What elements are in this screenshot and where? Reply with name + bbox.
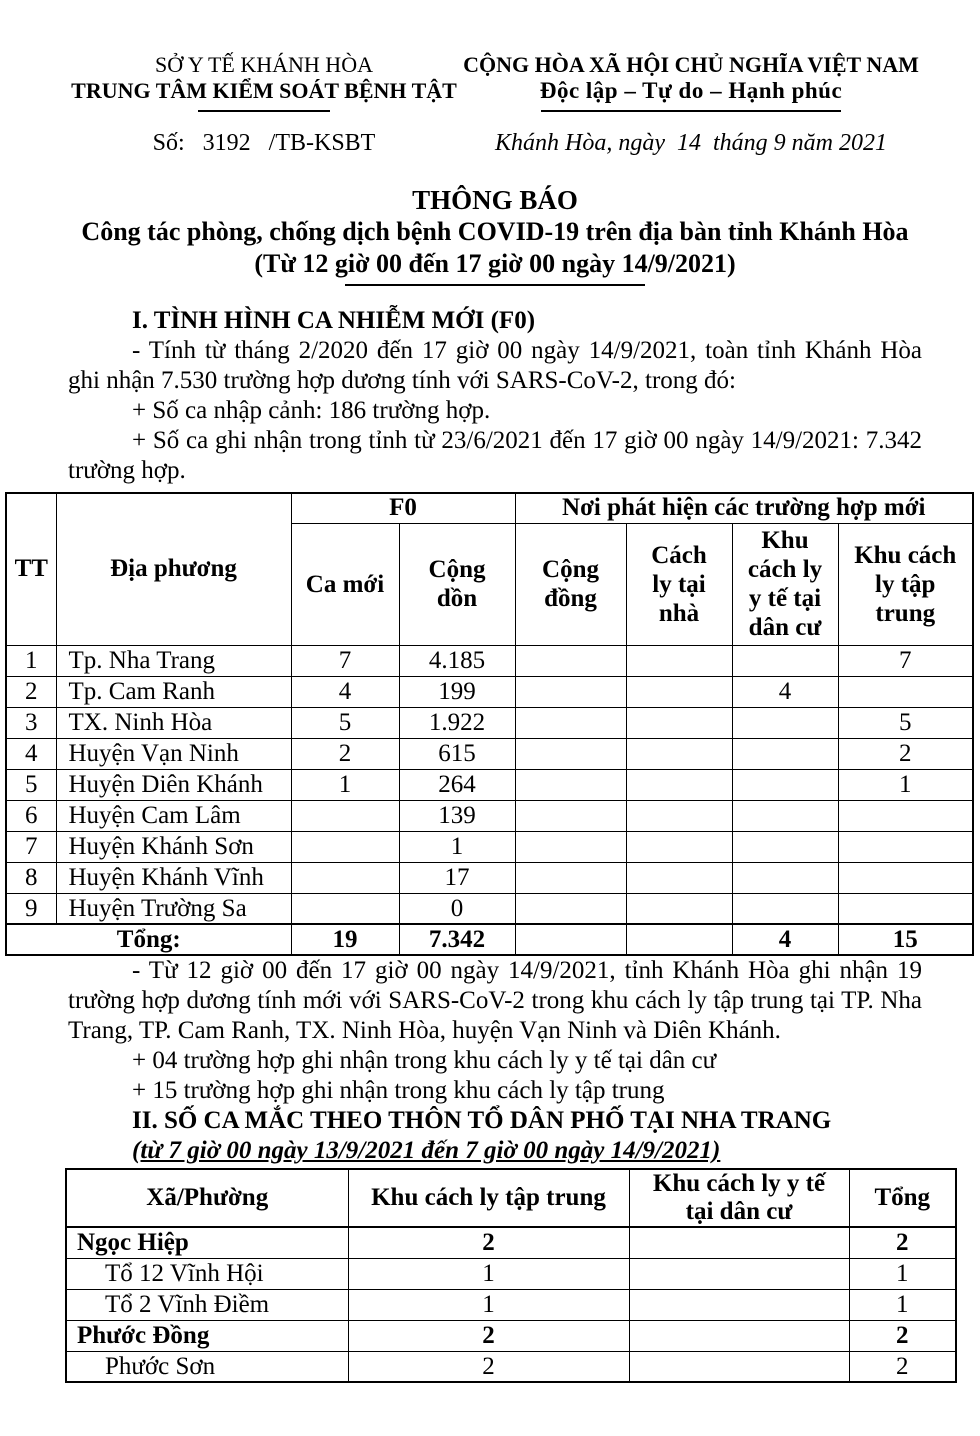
cell-central-quarantine: [838, 676, 973, 707]
table-row: [6, 645, 973, 676]
cell-community: [515, 645, 626, 676]
cell-total: 1: [849, 1258, 956, 1289]
table-row: [66, 1351, 956, 1382]
cell-medical-quarantine: [732, 738, 838, 769]
cell-locality: Huyện Vạn Ninh: [56, 738, 291, 769]
cell-village: Phước Sơn: [66, 1351, 348, 1382]
cell-total-new-cases: 19: [291, 924, 399, 955]
document-title-block: [68, 184, 922, 286]
cell-central-quarantine: [838, 893, 973, 924]
issuing-department-name: TRUNG TÂM KIỂM SOÁT BỆNH TẬT: [71, 78, 457, 103]
cell-central-quarantine: 2: [348, 1351, 629, 1382]
cell-ward: Phước Đồng: [66, 1320, 348, 1351]
col-header-central-quarantine-zone: Khu cách ly tập trung: [838, 523, 973, 645]
cell-central-quarantine: [838, 862, 973, 893]
cell-community: [515, 862, 626, 893]
cell-medical-quarantine: [732, 831, 838, 862]
col-header-medical-quarantine-zone: Khu cách ly y tế tại dân cư: [732, 523, 838, 645]
document-meta-row: [68, 128, 922, 158]
cell-tt: 8: [6, 862, 56, 893]
cell-community: [515, 800, 626, 831]
cell-total-community: [515, 924, 626, 955]
cell-locality: Huyện Diên Khánh: [56, 769, 291, 800]
section1-paragraph-2: + Số ca nhập cảnh: 186 trường hợp.: [132, 397, 491, 424]
table-row: [6, 893, 973, 924]
cell-medical-quarantine: [732, 800, 838, 831]
national-title: CỘNG HÒA XÃ HỘI CHỦ NGHĨA VIỆT NAM: [463, 52, 919, 77]
cell-central-quarantine: 1: [348, 1258, 629, 1289]
cell-medical-quarantine: [732, 707, 838, 738]
cases-by-locality-table: [5, 492, 974, 956]
issuing-agency-name: SỞ Y TẾ KHÁNH HÒA: [155, 52, 373, 77]
cell-total-label: Tổng:: [6, 924, 291, 955]
cell-new-cases: [291, 831, 399, 862]
table-row: [6, 676, 973, 707]
section1-paragraph-6: + 15 trường hợp ghi nhận trong khu cách ly tập trung: [132, 1077, 665, 1104]
table-group-row: [66, 1320, 956, 1351]
col-header-total: Tổng: [849, 1169, 956, 1227]
cell-locality: Tp. Cam Ranh: [56, 676, 291, 707]
cell-central-quarantine: 1: [838, 769, 973, 800]
cell-medical-quarantine: [629, 1320, 849, 1351]
cell-tt: 2: [6, 676, 56, 707]
cell-central-quarantine: 1: [348, 1289, 629, 1320]
cell-cumulative: 1.922: [399, 707, 515, 738]
cell-home-quarantine: [626, 893, 732, 924]
cell-cumulative: 1: [399, 831, 515, 862]
section1-heading: I. TÌNH HÌNH CA NHIỄM MỚI (F0): [132, 307, 536, 334]
col-header-community: Cộng đồng: [515, 523, 626, 645]
cell-new-cases: 2: [291, 738, 399, 769]
cell-new-cases: 5: [291, 707, 399, 738]
document-date-range: (Từ 12 giờ 00 đến 17 giờ 00 ngày 14/9/2021): [254, 249, 736, 278]
cell-tt: 1: [6, 645, 56, 676]
cell-village: Tổ 12 Vĩnh Hội: [66, 1258, 348, 1289]
cell-tt: 3: [6, 707, 56, 738]
cell-community: [515, 769, 626, 800]
col-header-medical-quarantine-zone: Khu cách ly y tế tại dân cư: [629, 1169, 849, 1227]
cell-home-quarantine: [626, 676, 732, 707]
issuing-agency-block: [68, 52, 460, 112]
cell-medical-quarantine: [629, 1351, 849, 1382]
cell-new-cases: 1: [291, 769, 399, 800]
cell-medical-quarantine: [629, 1258, 849, 1289]
cell-central-quarantine: [838, 831, 973, 862]
table-row: [6, 707, 973, 738]
section1-paragraph-5: + 04 trường hợp ghi nhận trong khu cách ly y tế tại dân cư: [132, 1047, 717, 1074]
cell-medical-quarantine: [732, 645, 838, 676]
section2-subtitle: (từ 7 giờ 00 ngày 13/9/2021 đến 7 giờ 00 ngày 14/9/2021): [132, 1137, 721, 1164]
cell-total-cumulative: 7.342: [399, 924, 515, 955]
cell-community: [515, 676, 626, 707]
cell-central-quarantine: [838, 800, 973, 831]
cell-village: Tổ 2 Vĩnh Điềm: [66, 1289, 348, 1320]
cell-cumulative: 615: [399, 738, 515, 769]
place-and-date: Khánh Hòa, ngày 14 tháng 9 năm 2021: [495, 130, 887, 156]
cell-tt: 7: [6, 831, 56, 862]
cell-cumulative: 264: [399, 769, 515, 800]
cell-tt: 9: [6, 893, 56, 924]
table-row: [6, 862, 973, 893]
cell-medical-quarantine: [732, 893, 838, 924]
cell-locality: Huyện Cam Lâm: [56, 800, 291, 831]
cell-locality: Huyện Khánh Sơn: [56, 831, 291, 862]
cell-total-medical-quarantine: 4: [732, 924, 838, 955]
cell-home-quarantine: [626, 707, 732, 738]
cell-home-quarantine: [626, 769, 732, 800]
cell-home-quarantine: [626, 800, 732, 831]
cell-ward: Ngọc Hiệp: [66, 1227, 348, 1258]
cell-tt: 6: [6, 800, 56, 831]
cases-by-village-table: [65, 1168, 957, 1383]
cell-new-cases: 7: [291, 645, 399, 676]
section1-paragraph-3: + Số ca ghi nhận trong tỉnh từ 23/6/2021 đến 17 giờ 00 ngày 14/9/2021: 7.342 trường hợp.: [68, 427, 922, 484]
cell-tt: 5: [6, 769, 56, 800]
section1-paragraph-4: - Từ 12 giờ 00 đến 17 giờ 00 ngày 14/9/2021, tỉnh Khánh Hòa ghi nhận 19 trường hợp dương tính mới với SARS-CoV-2 trong khu cách ly tập trung tại TP. Nha Trang, TP. Cam Ranh, TX. Ninh Hòa, huyện Vạn Ninh và Diên Khánh.: [68, 957, 922, 1044]
national-header-block: [460, 52, 922, 112]
table-row: [66, 1258, 956, 1289]
cell-medical-quarantine: [629, 1289, 849, 1320]
table-row: [6, 800, 973, 831]
col-group-detection-place: Nơi phát hiện các trường hợp mới: [515, 493, 973, 523]
cell-total: 2: [849, 1351, 956, 1382]
col-header-home-quarantine: Cách ly tại nhà: [626, 523, 732, 645]
cell-central-quarantine: 5: [838, 707, 973, 738]
col-group-f0: F0: [291, 493, 515, 523]
table-row: [66, 1289, 956, 1320]
table-row: [6, 738, 973, 769]
col-header-new-cases: Ca mới: [291, 523, 399, 645]
cell-community: [515, 707, 626, 738]
section1-paragraph-1: - Tính từ tháng 2/2020 đến 17 giờ 00 ngày 14/9/2021, toàn tỉnh Khánh Hòa ghi nhận 7.530 trường hợp dương tính với SARS-CoV-2, trong đó:: [68, 337, 922, 394]
cell-central-quarantine: 2: [348, 1320, 629, 1351]
document-subtitle: Công tác phòng, chống dịch bệnh COVID-19 trên địa bàn tỉnh Khánh Hòa: [81, 217, 909, 246]
document-number: Số: 3192 /TB-KSBT: [152, 130, 376, 156]
cell-cumulative: 139: [399, 800, 515, 831]
table-row: [6, 769, 973, 800]
cell-locality: Huyện Khánh Vĩnh: [56, 862, 291, 893]
cell-medical-quarantine: [732, 769, 838, 800]
col-header-ward: Xã/Phường: [66, 1169, 348, 1227]
col-header-central-quarantine-zone: Khu cách ly tập trung: [348, 1169, 629, 1227]
cell-cumulative: 199: [399, 676, 515, 707]
cell-community: [515, 893, 626, 924]
cell-cumulative: 17: [399, 862, 515, 893]
title-divider: [345, 284, 645, 286]
table-total-row: [6, 924, 973, 955]
cell-locality: Tp. Nha Trang: [56, 645, 291, 676]
cell-home-quarantine: [626, 738, 732, 769]
cell-total: 2: [849, 1227, 956, 1258]
header-right-divider: [541, 110, 841, 112]
cell-locality: Huyện Trường Sa: [56, 893, 291, 924]
cell-new-cases: [291, 800, 399, 831]
cell-new-cases: 4: [291, 676, 399, 707]
cell-tt: 4: [6, 738, 56, 769]
col-header-cumulative: Cộng dồn: [399, 523, 515, 645]
cell-new-cases: [291, 862, 399, 893]
cell-total-home-quarantine: [626, 924, 732, 955]
cell-medical-quarantine: 4: [732, 676, 838, 707]
cell-locality: TX. Ninh Hòa: [56, 707, 291, 738]
cell-central-quarantine: 2: [838, 738, 973, 769]
cell-community: [515, 738, 626, 769]
table-group-row: [66, 1227, 956, 1258]
cell-total-central-quarantine: 15: [838, 924, 973, 955]
cell-home-quarantine: [626, 831, 732, 862]
table-header-row-group: [6, 493, 973, 523]
header-left-divider: [198, 110, 330, 112]
cell-cumulative: 4.185: [399, 645, 515, 676]
cell-community: [515, 831, 626, 862]
col-header-tt: TT: [6, 493, 56, 645]
national-motto: Độc lập – Tự do – Hạnh phúc: [539, 78, 843, 103]
cell-total: 2: [849, 1320, 956, 1351]
cell-central-quarantine: 7: [838, 645, 973, 676]
document-title: THÔNG BÁO: [412, 185, 578, 215]
cell-home-quarantine: [626, 862, 732, 893]
cell-total: 1: [849, 1289, 956, 1320]
cell-cumulative: 0: [399, 893, 515, 924]
table-row: [6, 831, 973, 862]
cell-medical-quarantine: [732, 862, 838, 893]
col-header-locality: Địa phương: [56, 493, 291, 645]
cell-central-quarantine: 2: [348, 1227, 629, 1258]
cell-home-quarantine: [626, 645, 732, 676]
document-header: [68, 52, 922, 112]
cell-new-cases: [291, 893, 399, 924]
table-header-row: [66, 1169, 956, 1227]
section2-heading: II. SỐ CA MẮC THEO THÔN TỔ DÂN PHỐ TẠI NHA TRANG: [132, 1107, 832, 1134]
cell-medical-quarantine: [629, 1227, 849, 1258]
